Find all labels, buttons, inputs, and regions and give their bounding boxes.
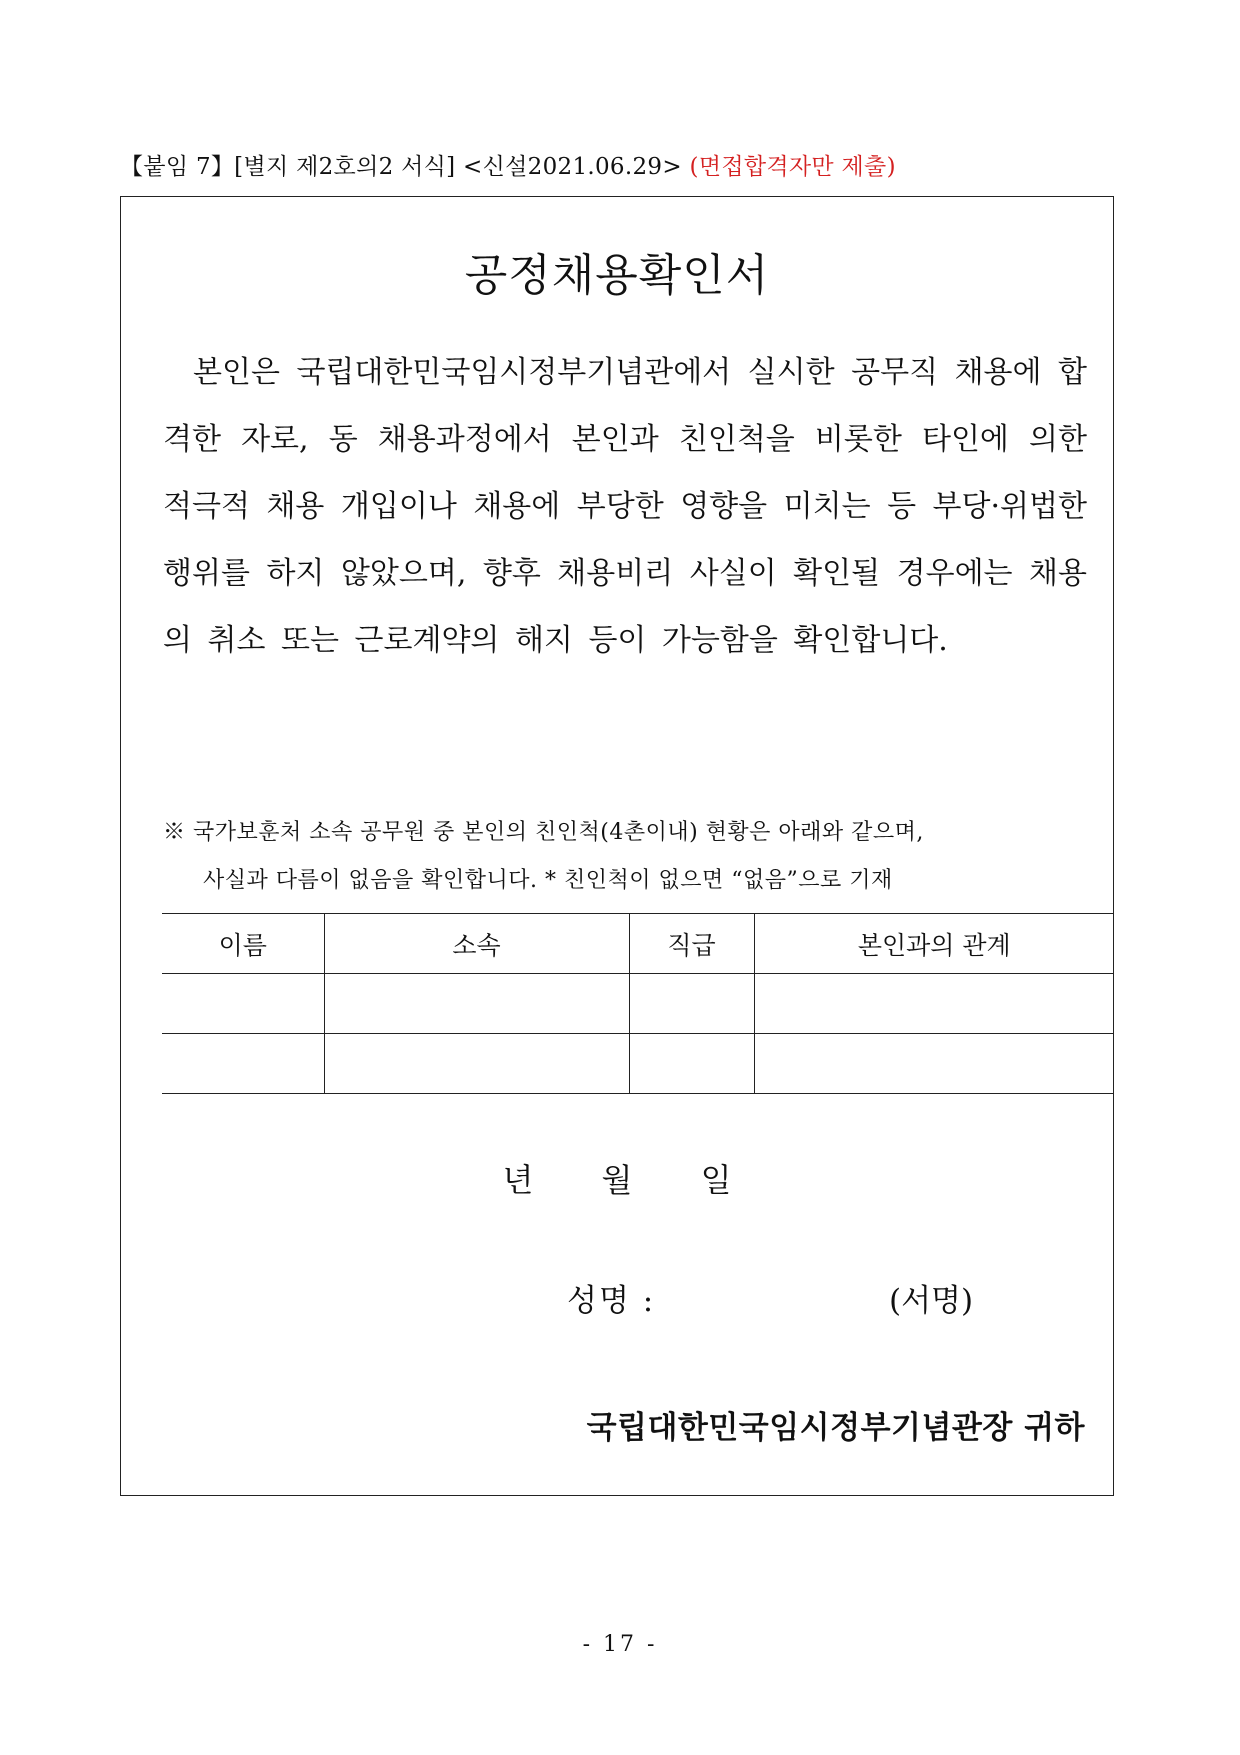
rank-cell[interactable]	[629, 1034, 754, 1094]
page-number: - 17 -	[582, 1632, 658, 1657]
table-row	[162, 1034, 1114, 1094]
relatives-notice	[163, 809, 1083, 905]
relationship-cell[interactable]	[754, 974, 1114, 1034]
column-header-affiliation: 소속	[324, 914, 629, 974]
submission-note: (면접합격자만 제출)	[689, 154, 896, 180]
table-row	[162, 974, 1114, 1034]
relatives-table	[162, 913, 1114, 1094]
confirmation-form	[120, 196, 1114, 1496]
name-cell[interactable]	[162, 1034, 324, 1094]
notice-line-1: ※ 국가보훈처 소속 공무원 중 본인의 친인척(4촌이내) 현황은 아래와 같으며,	[163, 820, 924, 845]
form-header	[120, 148, 896, 181]
column-header-name: 이름	[162, 914, 324, 974]
name-cell[interactable]	[162, 974, 324, 1034]
form-title: 공정채용확인서	[464, 250, 770, 301]
date-line: 년 월 일	[502, 1161, 732, 1199]
column-header-relationship: 본인과의 관계	[754, 914, 1114, 974]
confirmation-statement: 본인은 국립대한민국임시정부기념관에서 실시한 공무직 채용에 합격한 자로, 동 채용과정에서 본인과 친인척을 비롯한 타인에 의한 적극적 채용 개입이나 채용에 부당한 영향을 미치는 등 부당·위법한 행위를 하지 않았으며, 향후 채용비리 사실이 확인될 경우에는 채용의 취소 또는 근로계약의 해지 등이 가능함을 확인합니다.	[163, 355, 1087, 658]
notice-line-2: 사실과 다름이 없음을 확인합니다. * 친인척이 없으면 “없음”으로 기재	[203, 868, 893, 893]
rank-cell[interactable]	[629, 974, 754, 1034]
relationship-cell[interactable]	[754, 1034, 1114, 1094]
form-reference: 【붙임 7】[별지 제2호의2 서식] <신설2021.06.29>	[120, 154, 682, 180]
signature-mark: (서명)	[889, 1283, 974, 1319]
signature-label: 성명 :	[567, 1283, 656, 1319]
table-header-row	[162, 914, 1114, 974]
addressee: 국립대한민국임시정부기념관장 귀하	[586, 1410, 1085, 1446]
affiliation-cell[interactable]	[324, 974, 629, 1034]
affiliation-cell[interactable]	[324, 1034, 629, 1094]
column-header-rank: 직급	[629, 914, 754, 974]
